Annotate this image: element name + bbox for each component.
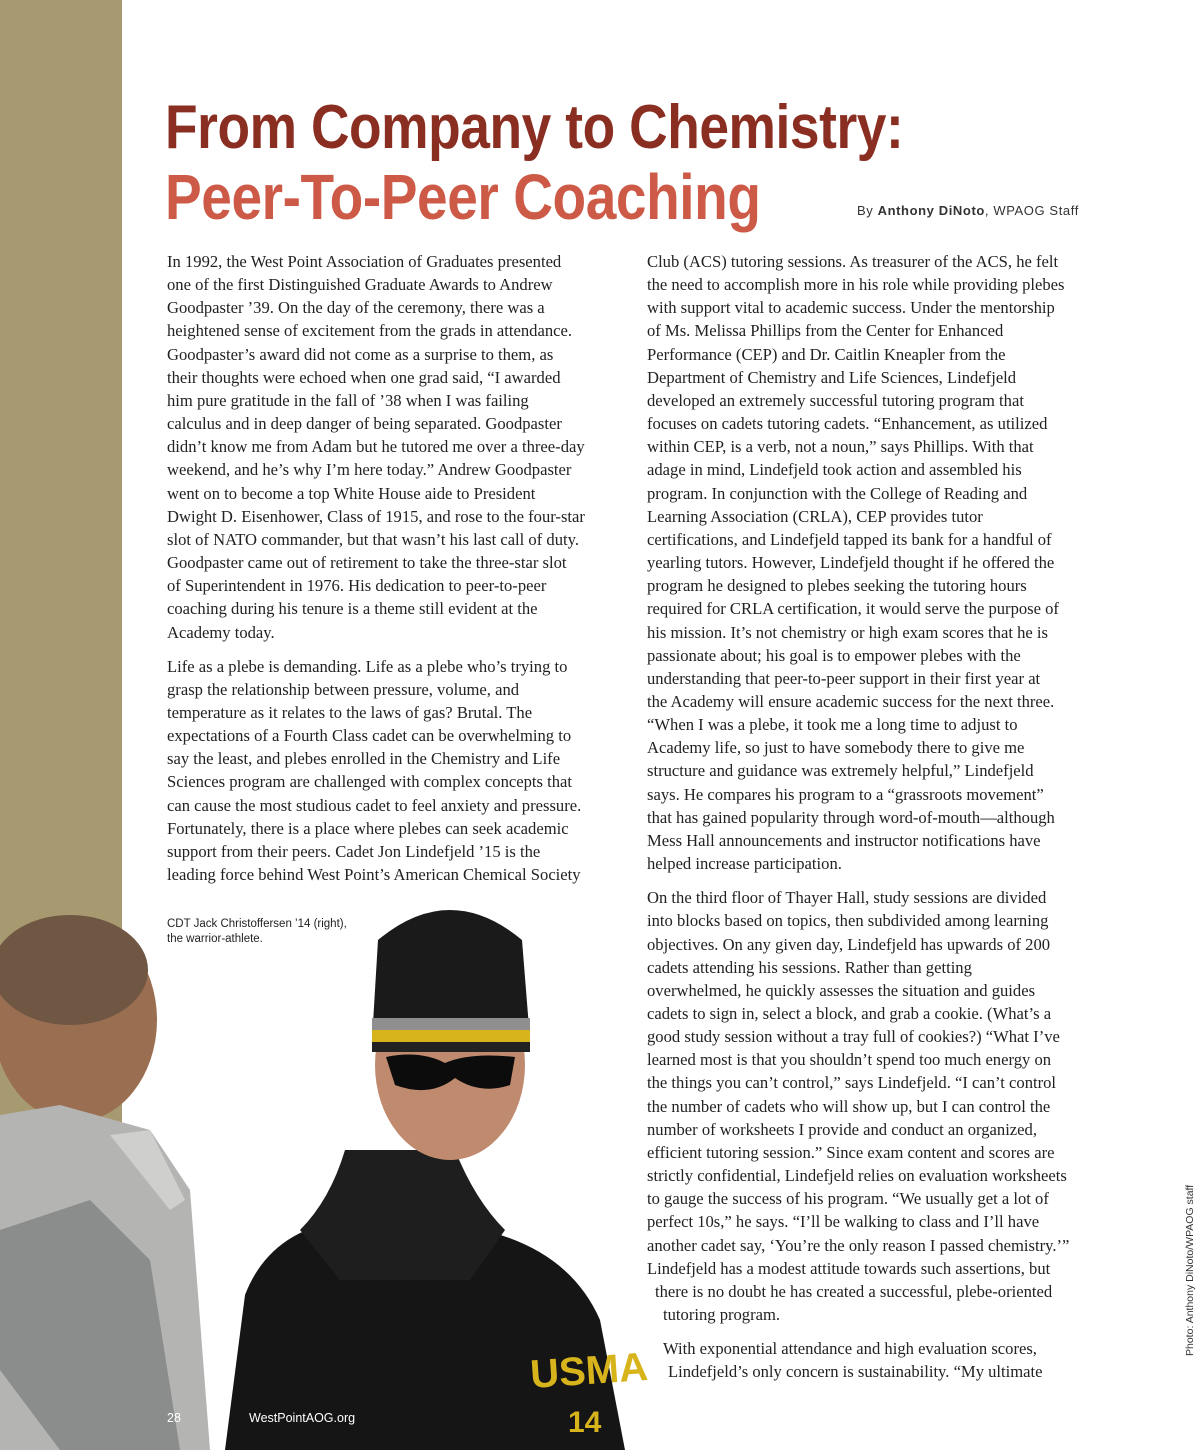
text-line: Goodpaster came out of retirement to take the three-star slot [167, 553, 567, 573]
text-line: there is no doubt he has created a successful, plebe-oriented [655, 1281, 1053, 1301]
text-line: focuses on cadets tutoring cadets. “Enhancement, as utilized [647, 414, 1048, 434]
text-line: helped increase participation. [647, 854, 842, 874]
text-line: Sciences program are challenged with complex concepts that [167, 772, 573, 792]
paragraph [647, 250, 1117, 875]
text-line: With exponential attendance and high evaluation scores, [663, 1339, 1037, 1359]
text-line: into blocks based on topics, then subdivided among learning [647, 911, 1049, 931]
paragraph [167, 250, 637, 644]
text-line: the things you can’t control,” says Lindefjeld. “I can’t control [647, 1073, 1057, 1093]
text-line: says. He compares his program to a “grassroots movement” [647, 784, 1044, 804]
text-line: the number of cadets who will show up, but I can control the [647, 1096, 1051, 1116]
text-line: didn’t know me from Adam but he tutored me over a three-day [167, 437, 585, 457]
text-line: “When I was a plebe, it took me a long time to adjust to [647, 715, 1018, 735]
byline-suffix: , WPAOG Staff [984, 203, 1079, 218]
text-line: passionate about; his goal is to empower plebes with the [647, 645, 1021, 665]
text-line: Learning Association (CRLA), CEP provides tutor [647, 506, 983, 526]
text-line: number of worksheets I provide and conduct an organized, [647, 1119, 1037, 1139]
photo-credit: Photo: Anthony DiNoto/WPAOG staff [1184, 1184, 1196, 1356]
text-line: Academy today. [167, 622, 275, 642]
text-line: Lindefjeld has a modest attitude towards such assertions, but [647, 1258, 1051, 1278]
text-line: certifications, and Lindefjeld tapped its bank for a handful of [647, 529, 1052, 549]
text-line: tutoring program. [663, 1305, 781, 1325]
text-line: Club (ACS) tutoring sessions. As treasurer of the ACS, he felt [647, 252, 1059, 271]
text-line: expectations of a Fourth Class cadet can be overwhelming to [167, 726, 572, 746]
text-line: calculus and in deep danger of being separated. Goodpaster [167, 414, 562, 434]
byline-author: Anthony DiNoto [877, 203, 985, 218]
text-line: understanding that peer-to-peer support in their first year at [647, 668, 1041, 688]
text-line: went on to become a top White House aide to President [167, 483, 536, 503]
text-line: efficient tutoring session.” Since exam content and scores are [647, 1142, 1055, 1162]
text-line: of Ms. Melissa Phillips from the Center for Enhanced [647, 321, 1004, 341]
cadet-photo [0, 900, 660, 1450]
article-column-1 [167, 250, 637, 897]
text-line: say the least, and plebes enrolled in the Chemistry and Life [167, 749, 561, 769]
text-line: leading force behind West Point’s American Chemical Society [167, 865, 581, 885]
article-subtitle: Peer-To-Peer Coaching [165, 161, 761, 233]
text-line: strictly confidential, Lindefjeld relies on evaluation worksheets [647, 1166, 1067, 1186]
cadet-figure [225, 910, 649, 1450]
text-line: program he designed to plebes seeking the tutoring hours [647, 576, 1027, 596]
text-line: their thoughts were echoed when one grad said, “I awarded [167, 367, 561, 387]
text-line: yearling tutors. However, Lindefjeld thought if he offered the [647, 553, 1055, 573]
jacket-number: 14 [568, 1406, 602, 1439]
text-line: Dwight D. Eisenhower, Class of 1915, and rose to the four-star [167, 506, 585, 526]
caption-line: the warrior-athlete. [167, 932, 263, 945]
text-line: can cause the most studious cadet to feel anxiety and pressure. [167, 795, 582, 815]
text-line: that has gained popularity through word-of-mouth—although [647, 807, 1055, 827]
text-line: to gauge the success of his program. “We usually get a lot of [647, 1189, 1049, 1209]
text-line: within CEP, is a verb, not a noun,” says Phillips. With that [647, 437, 1034, 457]
text-line: Life as a plebe is demanding. Life as a plebe who’s trying to [167, 656, 568, 676]
byline-prefix: By [857, 203, 878, 218]
spectator-figure [0, 915, 210, 1450]
text-line: Goodpaster ’39. On the day of the ceremony, there was a [167, 298, 545, 318]
page-number: 28 [167, 1411, 181, 1425]
article-title: From Company to Chemistry: [165, 93, 904, 162]
text-line: learned most is that you shouldn’t spend too much energy on [647, 1050, 1052, 1070]
text-line: adage in mind, Lindefjeld took action and assembled his [647, 460, 1022, 480]
text-line: Lindefjeld’s only concern is sustainability. “My ultimate [668, 1362, 1043, 1382]
text-line: Academy life, so just to have somebody there to give me [647, 738, 1025, 758]
byline [857, 203, 1079, 218]
article-column-2 [647, 250, 1117, 1395]
text-line: support from their peers. Cadet Jon Lindefjeld ’15 is the [167, 841, 541, 861]
footer-site: WestPointAOG.org [249, 1411, 356, 1425]
text-line: overwhelmed, he quickly assesses the situation and guides [647, 980, 1036, 1000]
text-line: coaching during his tenure is a theme still evident at the [167, 599, 538, 619]
text-line: grasp the relationship between pressure, volume, and [167, 679, 520, 699]
paragraph [167, 655, 637, 887]
text-line: the Academy will ensure academic success for the next three. [647, 691, 1055, 711]
photo-caption [167, 917, 387, 946]
text-line: program. In conjunction with the College of Reading and [647, 483, 1028, 503]
text-line: Mess Hall announcements and instructor notifications have [647, 830, 1041, 850]
text-line: cadets to sign in, select a block, and grab a cookie. (What’s a [647, 1004, 1052, 1023]
text-line: On the third floor of Thayer Hall, study sessions are divided [647, 888, 1047, 908]
text-line: good study session without a tray full of cookies?) “What I’ve [647, 1027, 1060, 1047]
text-line: temperature as it relates to the laws of gas? Brutal. The [167, 702, 533, 722]
text-line: required for CRLA certification, it would serve the purpose of [647, 599, 1059, 619]
text-line: developed an extremely successful tutoring program that [647, 390, 1024, 410]
text-line: Fortunately, there is a place where plebes can seek academic [167, 818, 569, 838]
text-line: In 1992, the West Point Association of Graduates presented [167, 252, 562, 271]
text-line: cadets attending his sessions. Rather than getting [647, 957, 972, 977]
text-line: him pure gratitude in the fall of ’38 when I was failing [167, 390, 529, 410]
text-line: weekend, and he’s why I’m here today.” Andrew Goodpaster [167, 460, 572, 480]
text-line: Goodpaster’s award did not come as a surprise to them, as [167, 344, 554, 364]
text-line: his mission. It’s not chemistry or high exam scores that he is [647, 622, 1048, 642]
text-line: one of the first Distinguished Graduate Awards to Andrew [167, 275, 553, 295]
text-line: structure and guidance was extremely helpful,” Lindefjeld [647, 761, 1034, 781]
text-line: Performance (CEP) and Dr. Caitlin Kneapler from the [647, 344, 1006, 364]
text-line: of Superintendent in 1976. His dedication to peer-to-peer [167, 576, 547, 596]
paragraph [647, 1337, 1117, 1383]
text-line: the need to accomplish more in his role while providing plebes [647, 275, 1065, 295]
paragraph [647, 886, 1117, 1326]
caption-line: CDT Jack Christoffersen ’14 (right), [167, 918, 347, 930]
text-line: perfect 10s,” he says. “I’ll be walking to class and I’ll have [647, 1212, 1040, 1232]
text-line: Department of Chemistry and Life Sciences, Lindefjeld [647, 367, 1017, 387]
text-line: another cadet say, ‘You’re the only reason I passed chemistry.’” [647, 1235, 1070, 1255]
text-line: with support vital to academic success. Under the mentorship [647, 298, 1055, 318]
jacket-lettering: USMA [528, 1344, 650, 1398]
text-line: heightened sense of excitement from the grads in attendance. [167, 321, 573, 341]
text-line: objectives. On any given day, Lindefjeld has upwards of 200 [647, 934, 1051, 954]
text-line: slot of NATO commander, but that wasn’t his last call of duty. [167, 529, 579, 549]
